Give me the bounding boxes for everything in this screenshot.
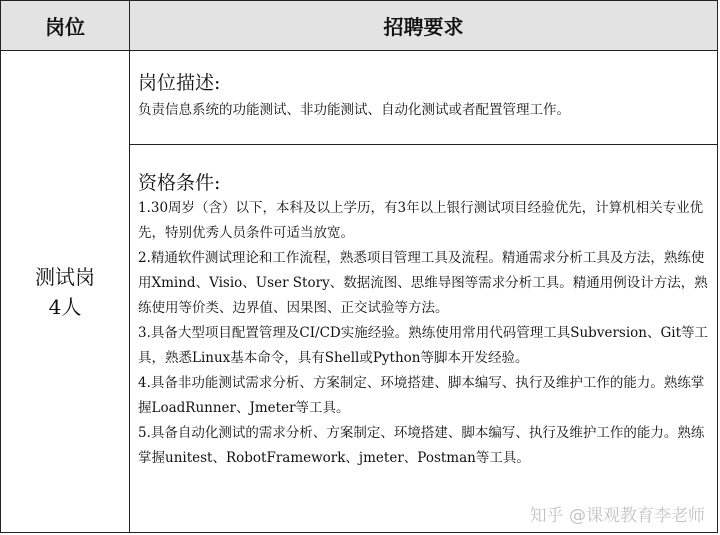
qualifications-section <box>130 146 717 532</box>
description-text: 负责信息系统的功能测试、非功能测试、自动化测试或者配置管理工作。 <box>138 102 570 118</box>
qualification-item-4: 4.具备非功能测试需求分析、方案制定、环境搭建、脚本编写、执行及维护工作的能力。熟练掌握LoadRunner、Jmeter等工具。 <box>138 375 705 416</box>
watermark: 知乎 @课观教育李老师 <box>529 506 705 526</box>
qualifications-title: 资格条件: <box>138 172 221 194</box>
position-cell <box>1 51 130 532</box>
qualification-item-2: 2.精通软件测试理论和工作流程，熟悉项目管理工具及流程。精通需求分析工具及方法，熟练使用Xmind、Visio、User Story、数据流图、思维导图等需求分析工具。精通用例设计方法，熟练使用等价类、边界值、因果图、正交试验等方法。 <box>138 250 708 316</box>
qualification-item-3: 3.具备大型项目配置管理及CI/CD实施经验。熟练使用常用代码管理工具Subversion、Git等工具，熟悉Linux基本命令，具有Shell或Python等脚本开发经验。 <box>138 325 708 366</box>
header-requirements: 招聘要求 <box>383 15 464 39</box>
qualification-item-5: 5.具备自动化测试的需求分析、方案制定、环境搭建、脚本编写、执行及维护工作的能力。熟练掌握unitest、RobotFramework、jmeter、Postman等工具。 <box>138 425 705 466</box>
position-name: 测试岗 <box>35 264 95 289</box>
qualification-item-1: 1.30周岁（含）以下，本科及以上学历，有3年以上银行测试项目经验优先，计算机相关专业优先，特别优秀人员条件可适当放宽。 <box>138 200 704 241</box>
description-title: 岗位描述: <box>138 72 221 94</box>
description-section <box>130 51 717 145</box>
table-header <box>1 1 717 51</box>
position-count: 4人 <box>48 294 82 319</box>
header-position: 岗位 <box>1 1 130 50</box>
